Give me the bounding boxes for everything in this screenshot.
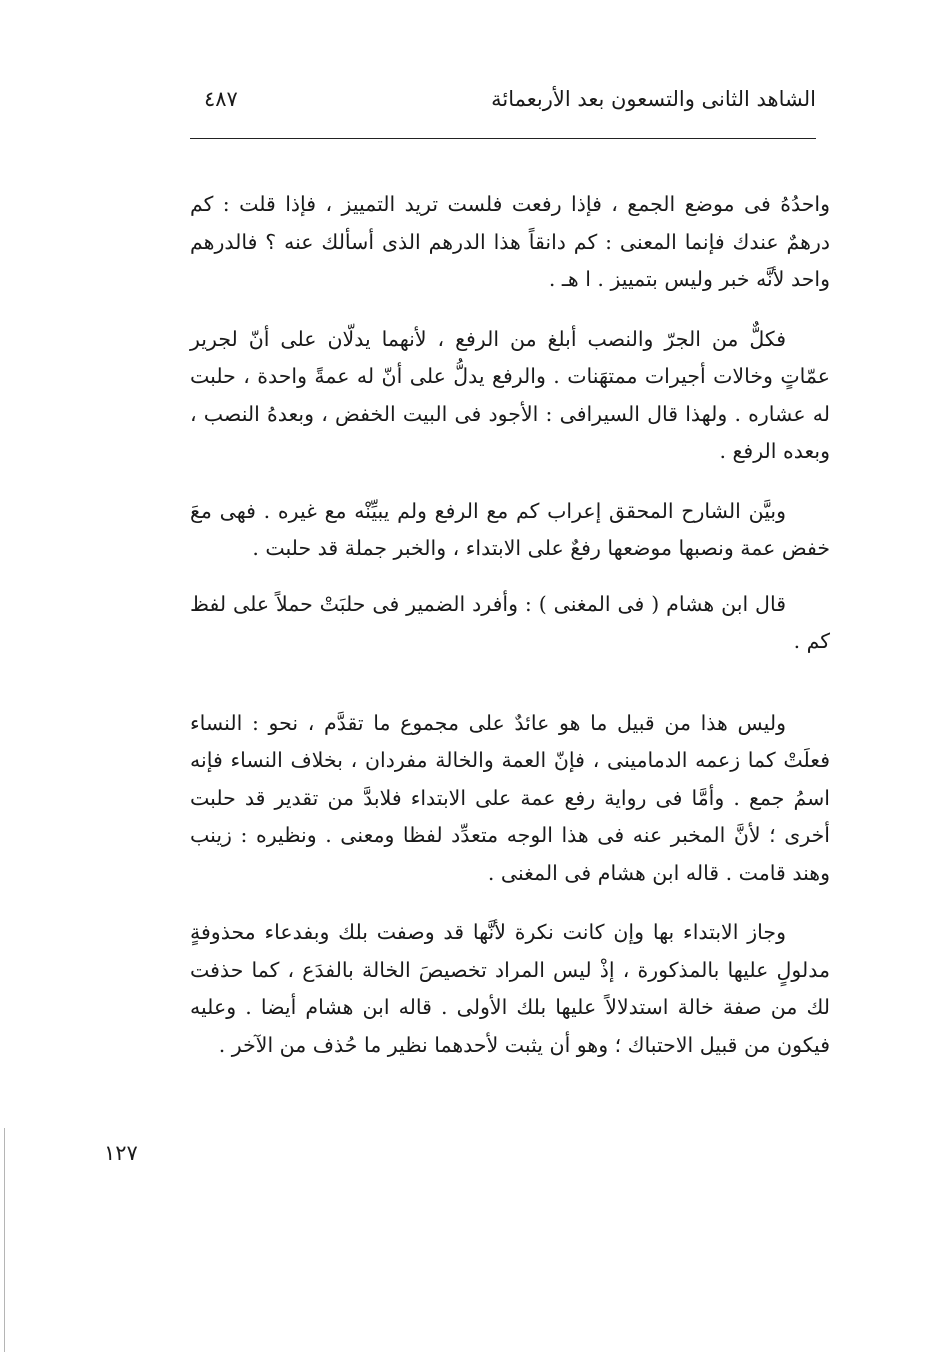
page-number: ٤٨٧ [204, 87, 238, 111]
paragraph-4: قال ابن هشام ( فى المغنى ) : وأفرد الضمير فى حلبَتْ حملاً على لفظ كم . [190, 591, 830, 653]
margin-reference-number: ١٢٧ [104, 1141, 138, 1165]
main-text [190, 186, 830, 1064]
paragraph-5: وليس هذا من قبيل ما هو عائدٌ على مجموع ما تقدَّم ، نحو : النساء فعلَتْ كما زعمه الدمامينى ، فإنّ العمة والخالة مفردان ، بخلاف النساء فإنه اسمُ جمع . وأمَّا فى رواية رفع عمة على الابتداء فلابدَّ من تقدير قد حلبت أخرى ؛ لأنَّ المخبر عنه فى هذا الوجه متعدِّد لفظا ومعنى . ونظيره : زينب وهند قامت . قاله ابن هشام فى المغنى . [190, 710, 830, 885]
header-divider [190, 138, 816, 139]
paragraph-3: وبيَّن الشارح المحقق إعراب كم مع الرفع ولم يبيِّنْه مع غيره . فهى معَ خفض عمة ونصبها موضعها رفعٌ على الابتداء ، والخبر جملة قد حلبت . [190, 498, 830, 560]
binding-edge-line [4, 1128, 5, 1352]
running-header [190, 78, 816, 118]
paragraph-6: وجاز الابتداء بها وإن كانت نكرة لأنَّها قد وصفت بلك وبفدعاء محذوفةٍ مدلولٍ عليها بالمذكورة ، إذْ ليس المراد تخصيصَ الخالة بالفدَع ، كما حذفت لك من صفة خالة استدلالاً عليها بلك الأولى . قاله ابن هشام أيضا . وعليه فيكون من قبيل الاحتباك ؛ وهو أن يثبت لأحدهما نظير ما حُذف من الآخر . [190, 920, 830, 1057]
running-title: الشاهد الثانى والتسعون بعد الأربعمائة [491, 87, 816, 111]
paragraph-2: فكلٌّ من الجرّ والنصب أبلغ من الرفع ، لأنهما يدلّان على أنّ لجرير عمّاتٍ وخالات أجيرات ممتهَنات . والرفع يدلُّ على أنّ له عمةً واحدة ، حلبت له عشاره . ولهذا قال السيرافى : الأجود فى البيت الخفض ، وبعدهُ النصب ، وبعده الرفع . [190, 326, 830, 463]
paragraph-1: واحدُهُ فى موضع الجمع ، فإذا رفعت فلست تريد التمييز ، فإذا قلت : كم درهمٌ عندك فإنما المعنى : كم دانقاً هذا الدرهم الذى أسألك عنه ؟ فالدرهم واحد لأنَّه خبر وليس بتمييز . ا هـ . [190, 192, 830, 291]
